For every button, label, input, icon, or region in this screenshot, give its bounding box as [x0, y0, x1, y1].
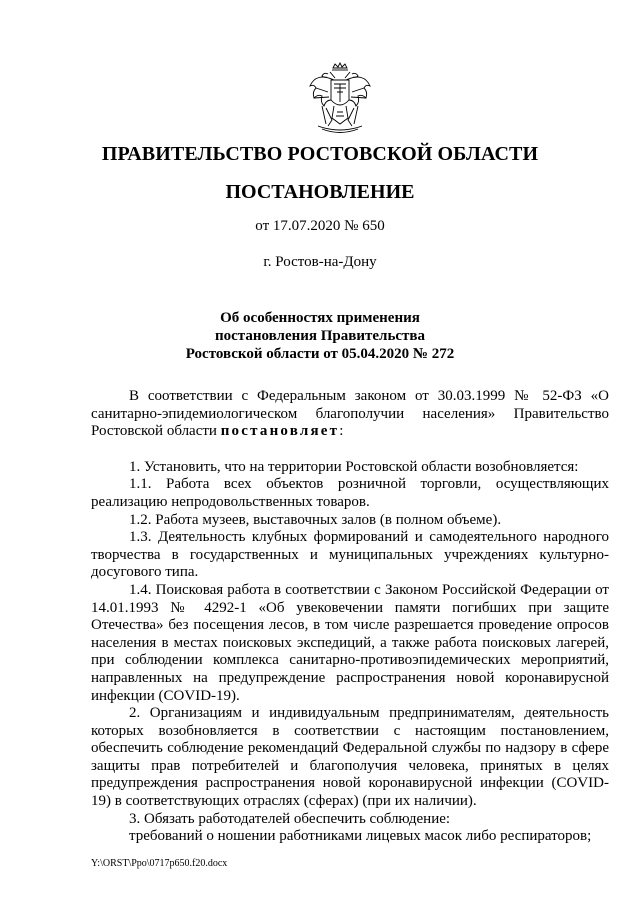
- paragraph-1-4: 1.4. Поисковая работа в соответствии с Законом Российской Федерации от 14.01.1993 № 4292-1 «Об увековечении памяти погибших при защите Отечества» без посещения лесов, в том числе разрешается проведение опросов населения в местах поисковых экспедиций, а также работа поисковых лагерей, при соблюдении комплекса санитарно-противоэпидемических мероприятий, направленных на предупреждение распространения новой коронавирусной инфекции (COVID-19).: [91, 581, 609, 704]
- preamble: [91, 388, 609, 441]
- subject-line-1: Об особенностях применения: [220, 310, 420, 326]
- preamble-emphasis: постановляет: [220, 423, 340, 440]
- preamble-text: В соответствии с Федеральным законом от 30.03.1999 № 52-ФЗ «О санитарно-эпидемиологическом благополучии населения» Правительство Ростовской области: [91, 388, 609, 440]
- paragraph-1-3: 1.3. Деятельность клубных формирований и самодеятельного народного творчества в государственных и муниципальных учреждениях культурно-досугового типа.: [91, 529, 609, 581]
- subject-line-2: постановления Правительства: [215, 328, 425, 344]
- paragraph-1-1: 1.1. Работа всех объектов розничной торговли, осуществляющих реализацию непродовольственных товаров.: [91, 476, 609, 510]
- preamble-suffix: :: [339, 423, 344, 440]
- document-body: [91, 388, 609, 846]
- paragraph-3-item: требований о ношении работниками лицевых масок либо респираторов;: [129, 828, 592, 845]
- government-name: ПРАВИТЕЛЬСТВО РОСТОВСКОЙ ОБЛАСТИ: [101, 143, 539, 165]
- coat-of-arms-icon: [304, 62, 376, 136]
- footer-file-path: Y:\ORST\Ppo\0717p650.f20.docx: [91, 858, 228, 869]
- paragraph-gap: [91, 441, 609, 459]
- document-date-number: от 17.07.2020 № 650: [255, 218, 385, 234]
- paragraph-1-2: 1.2. Работа музеев, выставочных залов (в полном объеме).: [129, 511, 502, 528]
- document-place: г. Ростов-на-Дону: [263, 254, 377, 270]
- document-subject: [0, 309, 640, 363]
- paragraph-3: 3. Обязать работодателей обеспечить соблюдение:: [129, 810, 451, 827]
- paragraph-2: 2. Организациям и индивидуальным предпринимателям, деятельность которых возобновляется в соответствии с настоящим постановлением, обеспечить соблюдение рекомендаций Федеральной службы по надзору в сфере защиты прав потребителей и благополучия человека, принятых в целях предупреждения распространения новой коронавирусной инфекции (COVID-19) в соответствующих отраслях (сферах) (при их наличии).: [91, 705, 609, 810]
- subject-line-3: Ростовской области от 05.04.2020 № 272: [185, 346, 455, 362]
- document-type: ПОСТАНОВЛЕНИЕ: [225, 181, 415, 203]
- paragraph-1: 1. Установить, что на территории Ростовской области возобновляется:: [129, 458, 579, 475]
